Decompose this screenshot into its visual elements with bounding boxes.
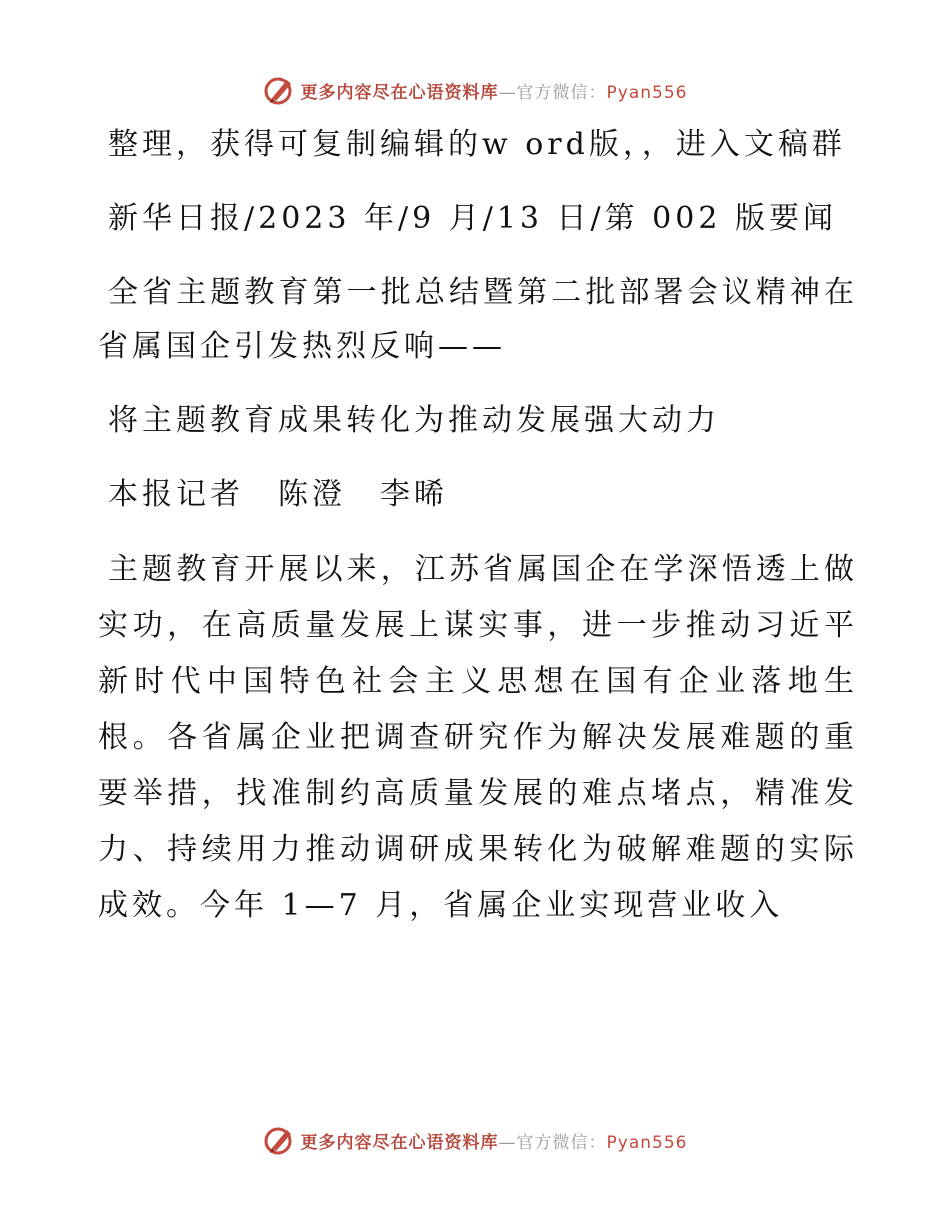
byline: 本报记者 陈澄 李晞	[108, 477, 448, 512]
watermark-banner-top	[0, 74, 950, 106]
pen-logo-icon	[263, 1124, 295, 1156]
source-line: 新华日报/2023 年/9 月/13 日/第 002 版要闻	[108, 201, 837, 236]
headline-lead: 全省主题教育第一批总结暨第二批部署会议精神在省属国企引发热烈反响——	[98, 275, 858, 364]
article-content	[98, 118, 858, 954]
headline: 将主题教育成果转化为推动发展强大动力	[108, 403, 720, 438]
pen-logo-icon	[263, 74, 295, 106]
body-paragraph: 主题教育开展以来，江苏省属国企在学深悟透上做实功，在高质量发展上谋实事，进一步推动习近平新时代中国特色社会主义思想在国有企业落地生根。各省属企业把调查研究作为解决发展难题的重要举措，找准制约高质量发展的难点堵点，精准发力、持续用力推动调研成果转化为破解难题的实际成效。今年 1—7 月，省属企业实现营业收入	[98, 552, 858, 923]
intro-paragraph: 整理，获得可复制编辑的w ord版，，进入文稿群	[108, 127, 846, 162]
watermark-text: 更多内容尽在心语资料库—官方微信：Pyan556	[300, 82, 688, 103]
watermark-text: 更多内容尽在心语资料库—官方微信：Pyan556	[300, 1132, 688, 1153]
watermark-banner-bottom	[0, 1124, 950, 1156]
